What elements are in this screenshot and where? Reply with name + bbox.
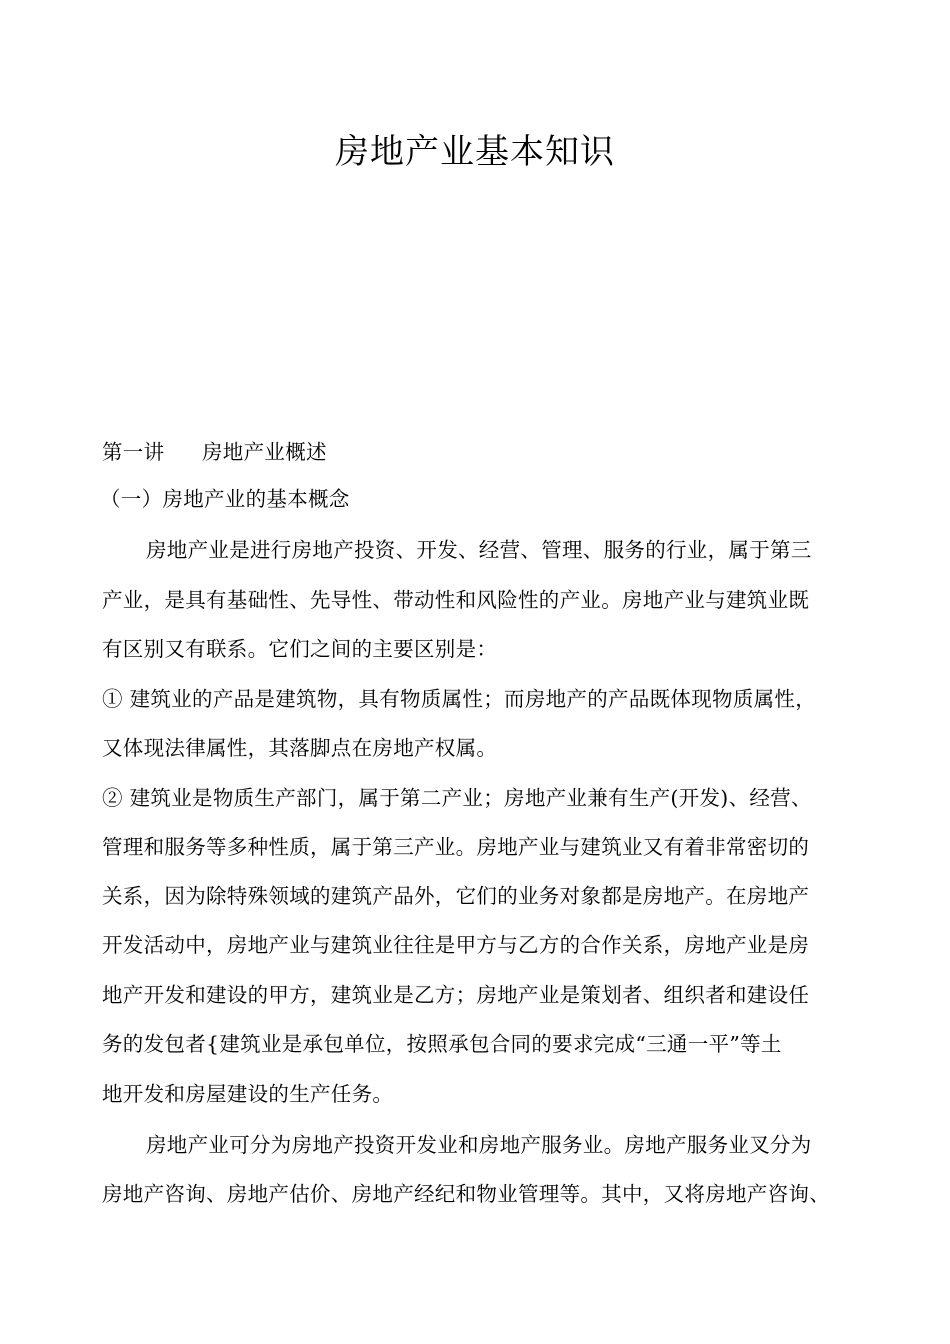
section-heading: （一）房地产业的基本概念 [100,487,350,511]
paragraph-line: 有区别又有联系。它们之间的主要区别是： [102,637,498,661]
paragraph-line: 地产开发和建设的甲方，建筑业是乙方；房地产业是策划者、组织者和建设任 [102,983,810,1007]
list-item-1: ① 建筑业的产品是建筑物，具有物质属性；而房地产的产品既体现物质属性， [102,687,817,711]
paragraph-line: 管理和服务等多种性质，属于第三产业。房地产业与建筑业又有着非常密切的 [102,835,810,859]
paragraph-line: 关系，因为除特殊领域的建筑产品外，它们的业务对象都是房地产。在房地产 [102,884,810,908]
document-title: 房地产业基本知识 [335,132,615,172]
list-item-2: ② 建筑业是物质生产部门，属于第二产业；房地产业兼有生产(开发)、经营、 [102,786,812,810]
paragraph-line: 地开发和房屋建设的生产任务。 [102,1082,394,1106]
paragraph-line: 又体现法律属性，其落脚点在房地产权属。 [102,736,498,760]
paragraph-line: 产业，是具有基础性、先导性、带动性和风险性的产业。房地产业与建筑业既 [102,588,810,612]
paragraph-line: 房地产业可分为房地产投资开发业和房地产服务业。房地产服务业叉分为 [146,1133,812,1157]
paragraph-line: 开发活动中，房地产业与建筑业往往是甲方与乙方的合作关系，房地产业是房 [102,933,810,957]
paragraph-line: 房地产业是进行房地产投资、开发、经营、管理、服务的行业，属于第三 [146,538,812,562]
paragraph-line: 房地产咨询、房地产估价、房地产经纪和物业管理等。其中，又将房地产咨询、 [102,1182,830,1206]
lecture-title: 房地产业概述 [202,440,327,464]
lecture-label: 第一讲 [102,440,165,464]
paragraph-line: 务的发包者{建筑业是承包单位，按照承包合同的要求完成“三通一平”等土 [102,1032,782,1056]
lecture-heading [102,437,892,467]
